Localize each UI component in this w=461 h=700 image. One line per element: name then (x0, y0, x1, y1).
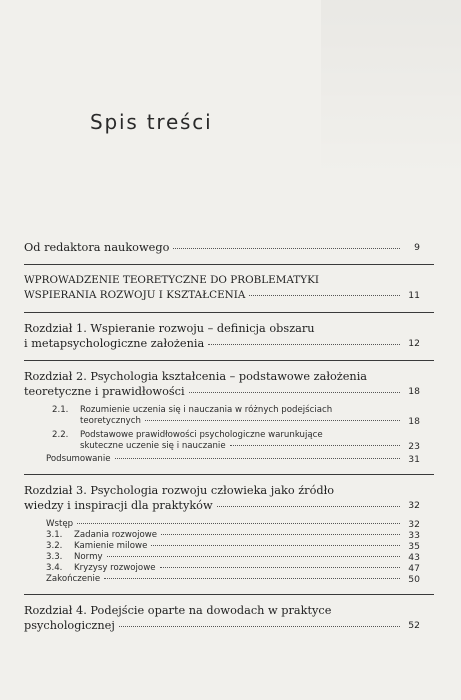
leader-dots (173, 247, 400, 249)
separator-line (24, 594, 434, 595)
leader-dots (104, 577, 400, 579)
leader-dots (115, 457, 400, 459)
leader-dots (160, 566, 400, 568)
toc-page-number: 9 (414, 242, 420, 253)
toc-subentry-title-line-2: teoretycznych (80, 416, 141, 426)
toc-entry-chapter-1 (24, 321, 434, 351)
toc-subentry-number: 3.3. (46, 552, 63, 562)
toc-subentry-title: Zadania rozwojowe (74, 530, 158, 540)
toc-subentry-title: Kryzysy rozwojowe (74, 563, 156, 573)
leader-dots (249, 294, 400, 296)
toc-subentry-title-line-2: skuteczne uczenie się i nauczanie (80, 441, 226, 451)
toc-page-number: 43 (408, 552, 420, 563)
toc-entry-title-line-2: wiedzy i inspiracji dla praktyków (24, 499, 213, 512)
toc-page-number: 47 (408, 563, 420, 574)
page-bleed-shadow (321, 0, 461, 180)
toc-entry-from-editor (24, 240, 434, 255)
toc-entry-chapter-2 (24, 369, 434, 399)
toc-entry-title-line-2: teoretyczne i prawidłowości (24, 385, 185, 398)
toc-subentry-3-3 (24, 552, 434, 563)
toc-subentry-2-2 (24, 430, 434, 452)
toc-subentry-title: Kamienie milowe (74, 541, 148, 551)
toc-subentry-introduction (24, 519, 434, 530)
separator-line (24, 264, 434, 265)
toc-entry-title-line-1: Rozdział 4. Podejście oparte na dowodach w praktyce (24, 604, 332, 617)
toc-entry-title-line-1: WPROWADZENIE TEORETYCZNE DO PROBLEMATYKI (24, 274, 319, 286)
toc-subentry-2-1 (24, 405, 434, 427)
toc-subentry-number: 2.2. (52, 430, 69, 440)
toc-subentry-title: Wstęp (46, 519, 74, 529)
toc-subentry-number: 3.2. (46, 541, 63, 551)
leader-dots (217, 505, 400, 507)
toc-subentry-3-4 (24, 563, 434, 574)
toc-page-number: 50 (408, 574, 420, 585)
page-title: Spis treści (90, 110, 213, 134)
toc-page-number: 52 (408, 620, 420, 631)
leader-dots (208, 343, 400, 345)
toc-subentry-title: Podsumowanie (46, 454, 111, 464)
toc-entry-title-line-2: psychologicznej (24, 619, 115, 632)
toc-page-number: 18 (408, 416, 420, 427)
toc-subentry-title: Zakończenie (46, 574, 101, 584)
toc-page-number: 32 (408, 500, 420, 511)
leader-dots (145, 419, 400, 421)
toc-page-number: 18 (408, 386, 420, 397)
toc-entry-title-line-1: Rozdział 3. Psychologia rozwoju człowieka jako źródło (24, 484, 335, 497)
toc-subentry-3-1 (24, 530, 434, 541)
toc-page-number: 31 (408, 454, 420, 465)
toc-page-number: 23 (408, 441, 420, 452)
leader-dots (151, 544, 400, 546)
leader-dots (107, 555, 400, 557)
toc-subentry-number: 3.4. (46, 563, 63, 573)
toc-subentry-title: Normy (74, 552, 103, 562)
toc-page-number: 12 (408, 338, 420, 349)
leader-dots (189, 391, 400, 393)
leader-dots (161, 533, 400, 535)
separator-line (24, 360, 434, 361)
toc-entry-title-line-1: Rozdział 2. Psychologia kształcenia – podstawowe założenia (24, 370, 368, 383)
toc-entry-title-line-2: i metapsychologiczne założenia (24, 337, 205, 350)
toc-subentry-title-line-1: Rozumienie uczenia się i nauczania w różnych podejściach (80, 405, 333, 415)
toc-subentry-number: 2.1. (52, 405, 69, 415)
toc-entry-chapter-3 (24, 483, 434, 513)
toc-subentry-number: 3.1. (46, 530, 63, 540)
leader-dots (230, 444, 400, 446)
toc-entry-title-line-2: WSPIERANIA ROZWOJU I KSZTAŁCENIA (24, 289, 246, 301)
toc-page-number: 35 (408, 541, 420, 552)
leader-dots (119, 625, 400, 627)
separator-line (24, 474, 434, 475)
toc-entry-chapter-4 (24, 603, 434, 633)
toc-page-number: 11 (408, 290, 420, 301)
toc-subentry-3-2 (24, 541, 434, 552)
toc-entry-title: Od redaktora naukowego (24, 241, 170, 254)
toc-subentry-summary (24, 454, 434, 465)
toc-entry-title-line-1: Rozdział 1. Wspieranie rozwoju – definicja obszaru (24, 322, 315, 335)
separator-line (24, 312, 434, 313)
toc-page-number: 32 (408, 519, 420, 530)
table-of-contents (24, 240, 434, 633)
leader-dots (77, 522, 400, 524)
toc-entry-introduction (24, 273, 434, 303)
toc-page-number: 33 (408, 530, 420, 541)
toc-subentry-title-line-1: Podstawowe prawidłowości psychologiczne warunkujące (80, 430, 323, 440)
toc-subentry-conclusion (24, 574, 434, 585)
